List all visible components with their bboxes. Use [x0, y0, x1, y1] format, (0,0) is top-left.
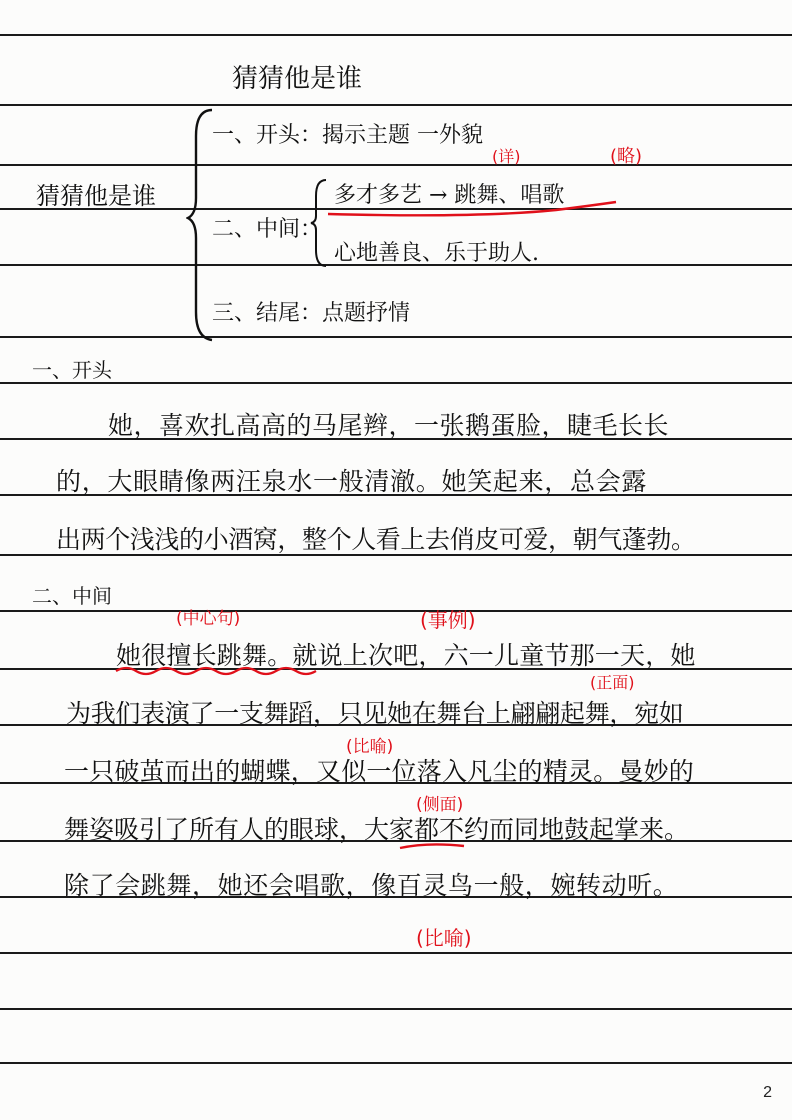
ruled-line	[0, 952, 792, 954]
outline-part1: 一、开头：揭示主题 一外貌	[212, 123, 483, 148]
section2-line: 为我们表演了一支舞蹈，只见她在舞台上翩翩起舞，宛如	[66, 699, 684, 728]
section2-line: 她很擅长跳舞。就说上次吧，六一儿童节那一天，她	[116, 641, 696, 670]
note-brief: (略)	[610, 146, 643, 167]
underline-red	[398, 840, 468, 852]
ruled-line	[0, 610, 792, 612]
outline-left-label: 猜猜他是谁	[36, 182, 156, 210]
outline-part2-line2: 心地善良、乐于助人.	[334, 241, 539, 266]
annotation-side-view: (侧面)	[416, 795, 464, 815]
underline-red	[326, 200, 626, 220]
section1-line: 出两个浅浅的小酒窝，整个人看上去俏皮可爱，朝气蓬勃。	[56, 525, 696, 554]
annotation-front-view: (正面)	[590, 673, 635, 692]
annotation-central-sentence: (中心句)	[176, 609, 241, 629]
small-brace-icon	[310, 178, 328, 268]
ruled-line	[0, 34, 792, 36]
outline-part2-line1: 多才多艺 → 跳舞、唱歌	[334, 183, 565, 208]
ruled-line	[0, 382, 792, 384]
annotation-metaphor-2: (比喻)	[416, 926, 472, 950]
ruled-line	[0, 1008, 792, 1010]
section2-line: 除了会跳舞，她还会唱歌，像百灵鸟一般，婉转动听。	[64, 871, 679, 900]
annotation-metaphor-1: (比喻)	[346, 737, 394, 757]
outline-title: 猜猜他是谁	[232, 64, 363, 94]
ruled-line	[0, 1062, 792, 1064]
section1-heading: 一、开头	[32, 358, 112, 382]
page-number: 2	[763, 1084, 772, 1101]
wavy-underline-red	[114, 664, 334, 678]
section2-line: 一只破茧而出的蝴蝶，又似一位落入凡尘的精灵。曼妙的	[64, 757, 695, 786]
outline-part2-label: 二、中间：	[212, 217, 323, 242]
section1-line: 的，大眼睛像两汪泉水一般清澈。她笑起来，总会露	[56, 467, 648, 496]
annotation-example: (事例)	[420, 608, 476, 632]
ruled-line	[0, 164, 792, 166]
outline-part3: 三、结尾：点题抒情	[212, 301, 411, 326]
note-detail: (详)	[492, 147, 521, 166]
ruled-line	[0, 104, 792, 106]
section1-line: 她，喜欢扎高高的马尾辫，一张鹅蛋脸，睫毛长长	[108, 411, 670, 440]
section2-line: 舞姿吸引了所有人的眼球，大家都不约而同地鼓起掌来。	[64, 815, 690, 844]
section2-heading: 二、中间	[32, 584, 112, 608]
ruled-line	[0, 336, 792, 338]
